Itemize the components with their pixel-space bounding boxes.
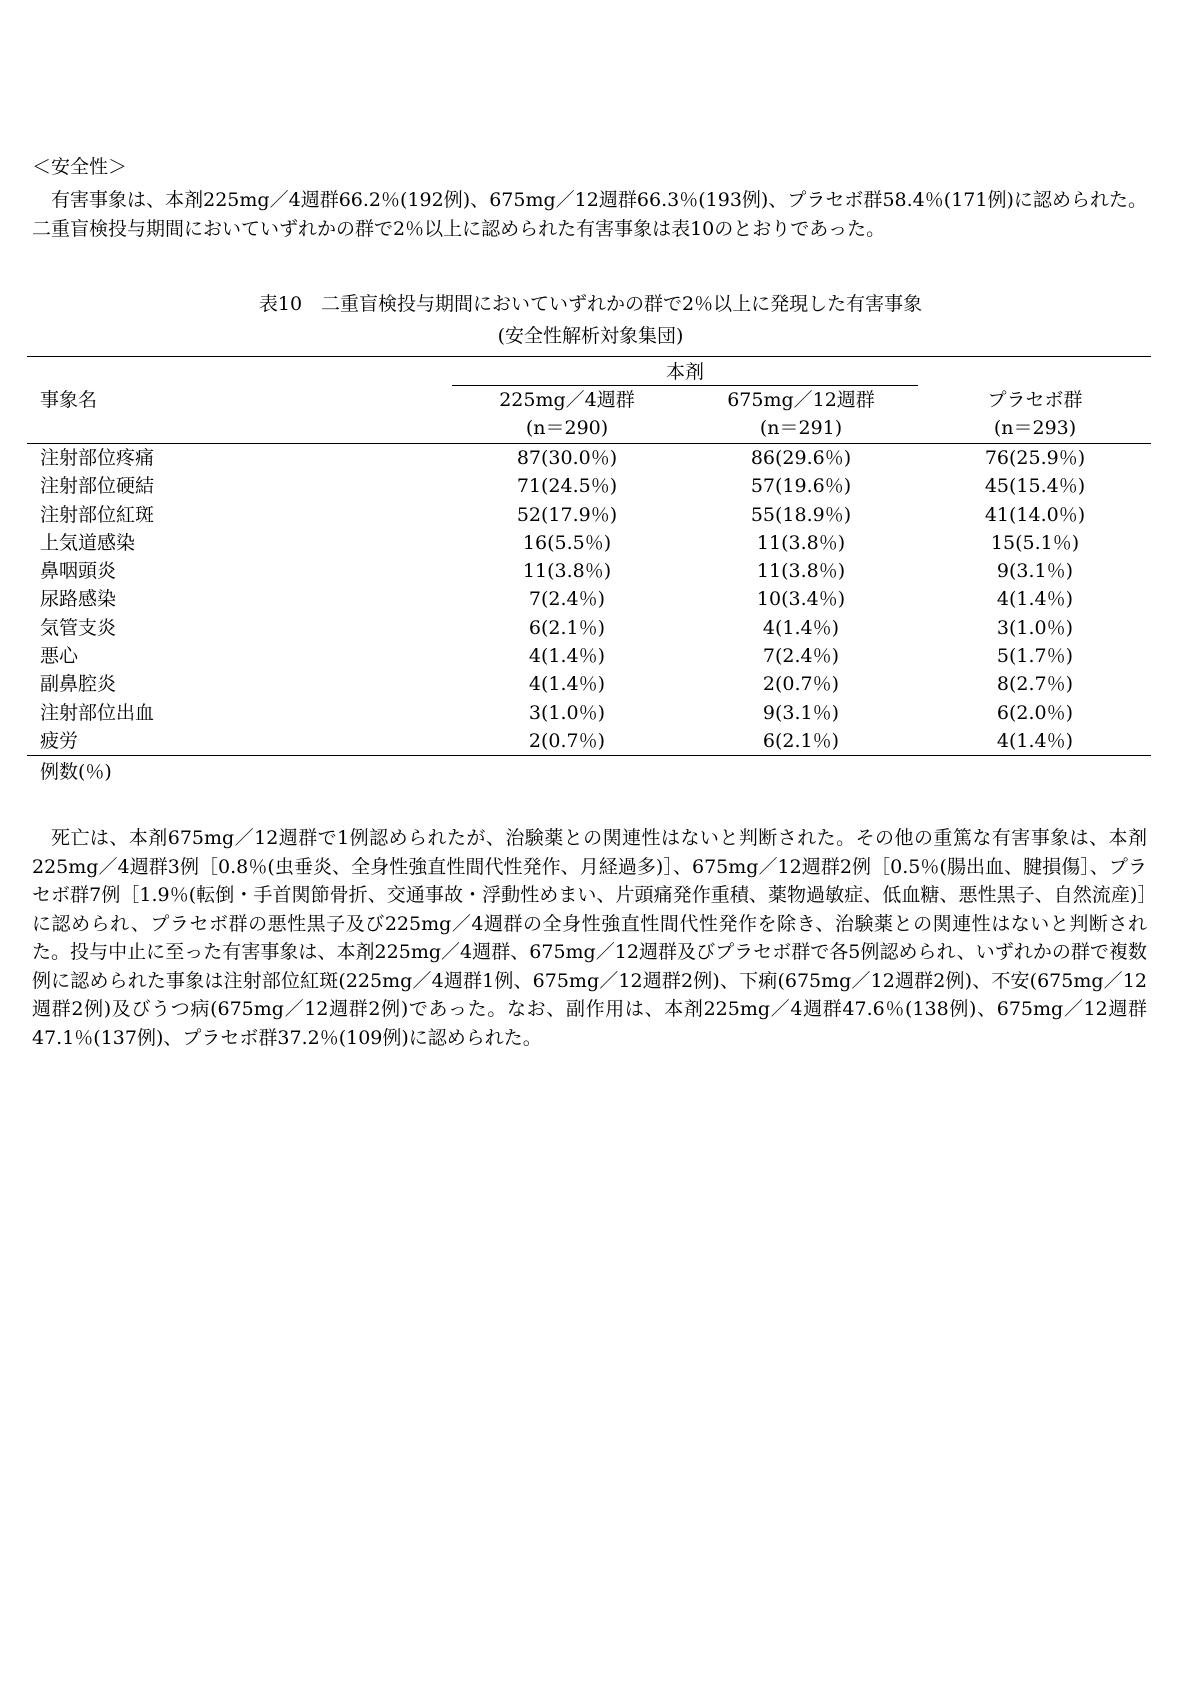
event-name: 注射部位硬結 xyxy=(40,475,155,498)
col-placebo-header: プラセボ群 xyxy=(987,389,1083,411)
event-name: 尿路感染 xyxy=(40,588,117,611)
table-subcaption: (安全性解析対象集団) xyxy=(497,325,684,347)
value-225mg: 6(2.1％) xyxy=(528,616,606,639)
value-675mg: 57(19.6％) xyxy=(750,475,852,498)
table-caption: 表10 二重盲検投与期間においていずれかの群で2％以上に発現した有害事象 xyxy=(258,293,923,315)
table-row xyxy=(0,557,1181,585)
value-placebo: 4(1.4％) xyxy=(996,729,1074,752)
value-675mg: 11(3.8％) xyxy=(756,531,846,554)
value-placebo: 9(3.1％) xyxy=(996,560,1074,583)
table-row xyxy=(0,614,1181,642)
value-675mg: 86(29.6％) xyxy=(750,447,852,469)
event-name: 副鼻腔炎 xyxy=(40,673,117,696)
value-placebo: 45(15.4％) xyxy=(984,475,1086,498)
value-225mg: 16(5.5％) xyxy=(522,531,612,554)
event-column-header: 事象名 xyxy=(40,389,98,411)
value-675mg: 4(1.4％) xyxy=(762,616,840,639)
safety-paragraph-2: 死亡は、本剤675mg／12週群で1例認められたが、治験薬との関連性はないと判断された。その他の重篤な有害事象は、本剤225mg／4週群3例［0.8％(虫垂炎、全身性強直性間代性発作、月経過多)］、675mg／12週群2例［0.5％(腸出血、腱損傷］、プラセボ群7例［1.9％(転倒・手首関節骨折、交通事故・浮動性めまい、片頭痛発作重積、薬物過敏症、低血糖、悪性黒子、自然流産)］に認められ、プラセボ群の悪性黒子及び225mg／4週群の全身性強直性間代性発作を除き、治験薬との関連性はないと判断された。投与中止に至った有害事象は、本剤225mg／4週群、675mg／12週群及びプラセボ群で各5例認められ、いずれかの群で複数例に認められた事象は注射部位紅斑(225mg／4週群1例、675mg／12週群2例)、下痢(675mg／12週群2例)、不安(675mg／12週群2例)及びうつ病(675mg／12週群2例)であった。なお、副作用は、本剤225mg／4週群47.6％(138例)、675mg／12週群47.1％(137例)、プラセボ群37.2％(109例)に認められた。 xyxy=(32,827,1147,1049)
group-header-drug: 本剤 xyxy=(665,361,704,383)
safety-paragraph-1: 有害事象は、本剤225mg／4週群66.2％(192例)、675mg／12週群66.3％(193例)、プラセボ群58.4％(171例)に認められた。二重盲検投与期間においていずれかの群で2％以上に認められた有害事象は表10のとおりであった。 xyxy=(32,189,1147,240)
event-name: 気管支炎 xyxy=(40,616,117,639)
value-placebo: 4(1.4％) xyxy=(996,588,1074,611)
value-675mg: 2(0.7％) xyxy=(762,673,840,696)
col-placebo-n: (n＝293) xyxy=(993,417,1077,439)
value-placebo: 3(1.0％) xyxy=(996,616,1074,639)
value-675mg: 7(2.4％) xyxy=(762,645,840,668)
table-row xyxy=(0,585,1181,613)
table-row xyxy=(0,444,1181,472)
event-name: 鼻咽頭炎 xyxy=(40,560,117,583)
value-placebo: 41(14.0％) xyxy=(984,503,1086,526)
value-placebo: 5(1.7％) xyxy=(996,645,1074,668)
event-name: 上気道感染 xyxy=(40,531,136,554)
value-675mg: 10(3.4％) xyxy=(756,588,846,611)
table-row xyxy=(0,529,1181,557)
event-name: 注射部位疼痛 xyxy=(40,447,155,469)
table-row xyxy=(0,472,1181,500)
value-225mg: 11(3.8％) xyxy=(522,560,612,583)
value-225mg: 71(24.5％) xyxy=(516,475,618,498)
value-225mg: 3(1.0％) xyxy=(528,701,606,724)
event-name: 注射部位紅斑 xyxy=(40,503,155,526)
value-675mg: 11(3.8％) xyxy=(756,560,846,583)
section-heading: ＜安全性＞ xyxy=(32,156,128,178)
value-placebo: 8(2.7％) xyxy=(996,673,1074,696)
value-placebo: 6(2.0％) xyxy=(996,701,1074,724)
table-footnote: 例数(％) xyxy=(40,761,112,783)
col-225mg-n: (n＝290) xyxy=(525,417,609,439)
value-225mg: 52(17.9％) xyxy=(516,503,618,526)
value-placebo: 15(5.1％) xyxy=(990,531,1080,554)
table-row xyxy=(0,699,1181,727)
value-675mg: 55(18.9％) xyxy=(750,503,852,526)
table-row xyxy=(0,642,1181,670)
value-225mg: 4(1.4％) xyxy=(528,645,606,668)
col-225mg-header: 225mg／4週群 xyxy=(499,389,635,411)
event-name: 注射部位出血 xyxy=(40,701,155,724)
col-675mg-header: 675mg／12週群 xyxy=(727,389,875,411)
table-top-rule xyxy=(27,356,1151,357)
value-225mg: 7(2.4％) xyxy=(528,588,606,611)
table-body xyxy=(0,444,1181,755)
value-225mg: 4(1.4％) xyxy=(528,673,606,696)
value-675mg: 6(2.1％) xyxy=(762,729,840,752)
table-row xyxy=(0,670,1181,698)
value-placebo: 76(25.9％) xyxy=(984,447,1086,469)
table-row xyxy=(0,727,1181,755)
table-bottom-rule xyxy=(27,755,1151,756)
event-name: 悪心 xyxy=(40,645,79,668)
value-675mg: 9(3.1％) xyxy=(762,701,840,724)
event-name: 疲労 xyxy=(40,729,79,752)
value-225mg: 87(30.0％) xyxy=(516,447,618,469)
col-675mg-n: (n＝291) xyxy=(759,417,843,439)
table-row xyxy=(0,501,1181,529)
value-225mg: 2(0.7％) xyxy=(528,729,606,752)
